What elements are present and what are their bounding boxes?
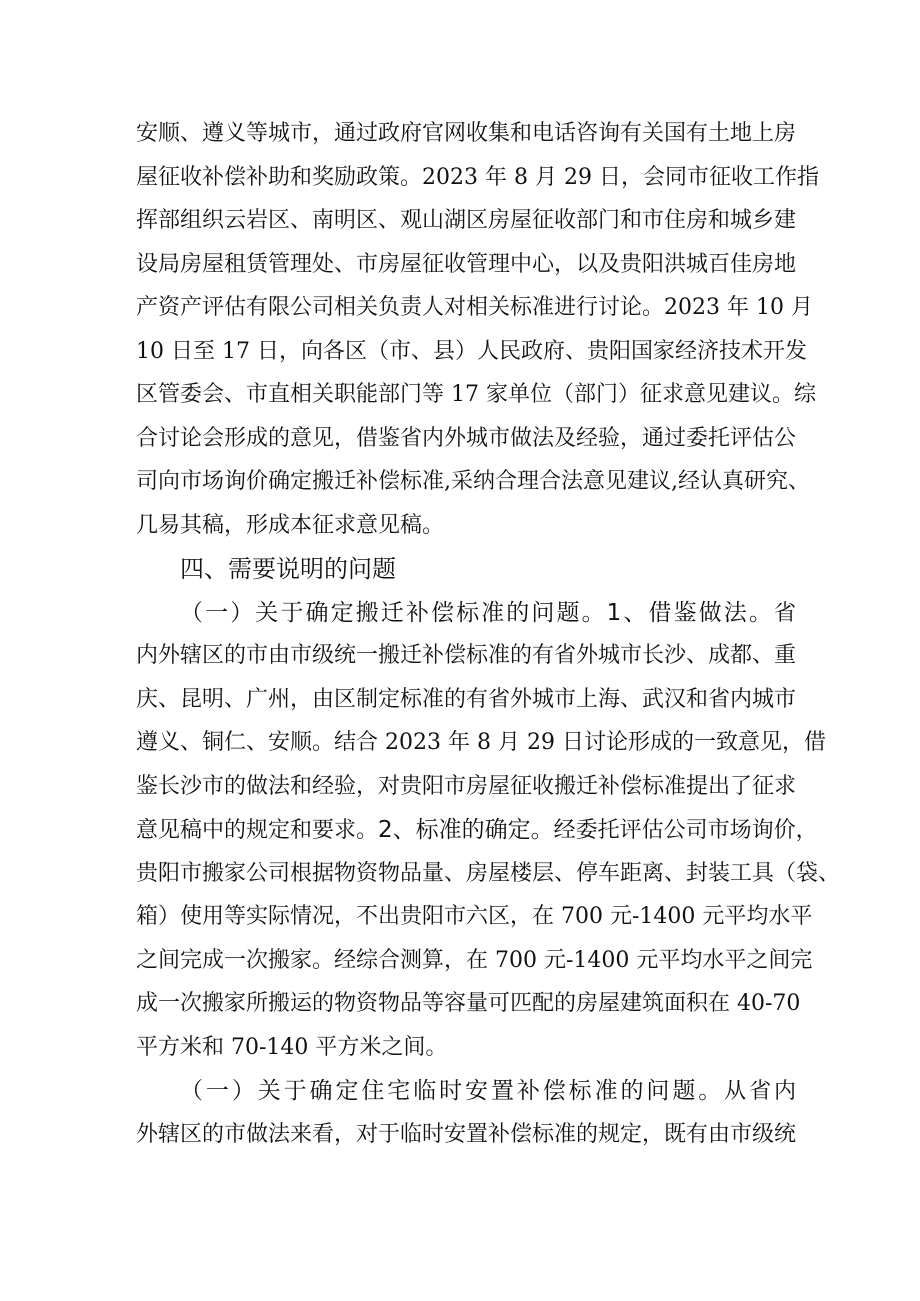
item1-line-5-post: 经委托评估公司市场询价， (553, 818, 818, 843)
item1-lead-tail: 省 (773, 601, 796, 626)
body-line-4: 设局房屋租赁管理处、市房屋征收管理中心，以及贵阳洪城百佳房地 (136, 252, 797, 277)
item2-lead: （一）关于确定住宅临时安置补偿标准的问题。 (180, 1078, 725, 1104)
body-line-2: 屋征收补偿补助和奖励政策。2023 年 8 月 29 日，会同市征收工作指 (136, 165, 819, 190)
item1-line-5 (136, 808, 818, 852)
item1-line-6: 贵阳市搬家公司根据物资物品量、房屋楼层、停车距离、封装工具（袋、 (136, 861, 841, 886)
item1-line-4: 鉴长沙市的做法和经验，对贵阳市房屋征收搬迁补偿标准提出了征求 (136, 774, 797, 799)
body-line-9: 司向市场询价确定搬迁补偿标准,采纳合理合法意见建议,经认真研究、 (136, 469, 810, 494)
item1-line-10: 平方米和 70-140 平方米之间。 (136, 1035, 448, 1060)
body-line-8: 合讨论会形成的意见，借鉴省内外城市做法及经验，通过委托评估公 (136, 426, 797, 451)
body-line-10: 几易其稿，形成本征求意见稿。 (136, 513, 445, 538)
item1-line-8: 之间完成一次搬家。经综合测算，在 700 元-1400 元平均水平之间完 (136, 948, 813, 973)
item1-line-9: 成一次搬家所搬运的物资物品等容量可匹配的房屋建筑面积在 40-70 (136, 991, 801, 1016)
item1-line-7: 箱）使用等实际情况，不出贵阳市六区，在 700 元-1400 元平均水平 (136, 904, 813, 929)
body-line-7: 区管委会、市直相关职能部门等 17 家单位（部门）征求意见建议。综 (136, 382, 816, 407)
item1-lead: （一）关于确定搬迁补偿标准的问题。1、借鉴做法。 (180, 600, 774, 626)
item1-line-2: 庆、昆明、广州，由区制定标准的有省外城市上海、武汉和省内城市 (136, 687, 797, 712)
item1-line-5-pre: 意见稿中的规定和要求。 (136, 818, 379, 843)
item1-line-3: 遵义、铜仁、安顺。结合 2023 年 8 月 29 日讨论形成的一致意见，借 (136, 730, 826, 755)
section-heading: 四、需要说明的问题 (180, 555, 396, 583)
item1-lead-line (180, 591, 796, 635)
item1-subheading: 2、标准的确定。 (378, 817, 554, 843)
body-line-6: 10 日至 17 日，向各区（市、县）人民政府、贵阳国家经济技术开发 (136, 339, 807, 364)
body-line-1: 安顺、遵义等城市，通过政府官网收集和电话咨询有关国有土地上房 (136, 121, 797, 146)
item2-lead-tail: 从省内 (724, 1079, 796, 1104)
body-line-5: 产资产评估有限公司相关负责人对相关标准进行讨论。2023 年 10 月 (136, 295, 813, 320)
item2-lead-line (180, 1069, 796, 1113)
item1-line-1: 内外辖区的市由市级统一搬迁补偿标准的有省外城市长沙、成都、重 (136, 643, 797, 668)
item2-line-1: 外辖区的市做法来看，对于临时安置补偿标准的规定，既有由市级统 (136, 1122, 797, 1147)
body-line-3: 挥部组织云岩区、南明区、观山湖区房屋征收部门和市住房和城乡建 (136, 208, 797, 233)
